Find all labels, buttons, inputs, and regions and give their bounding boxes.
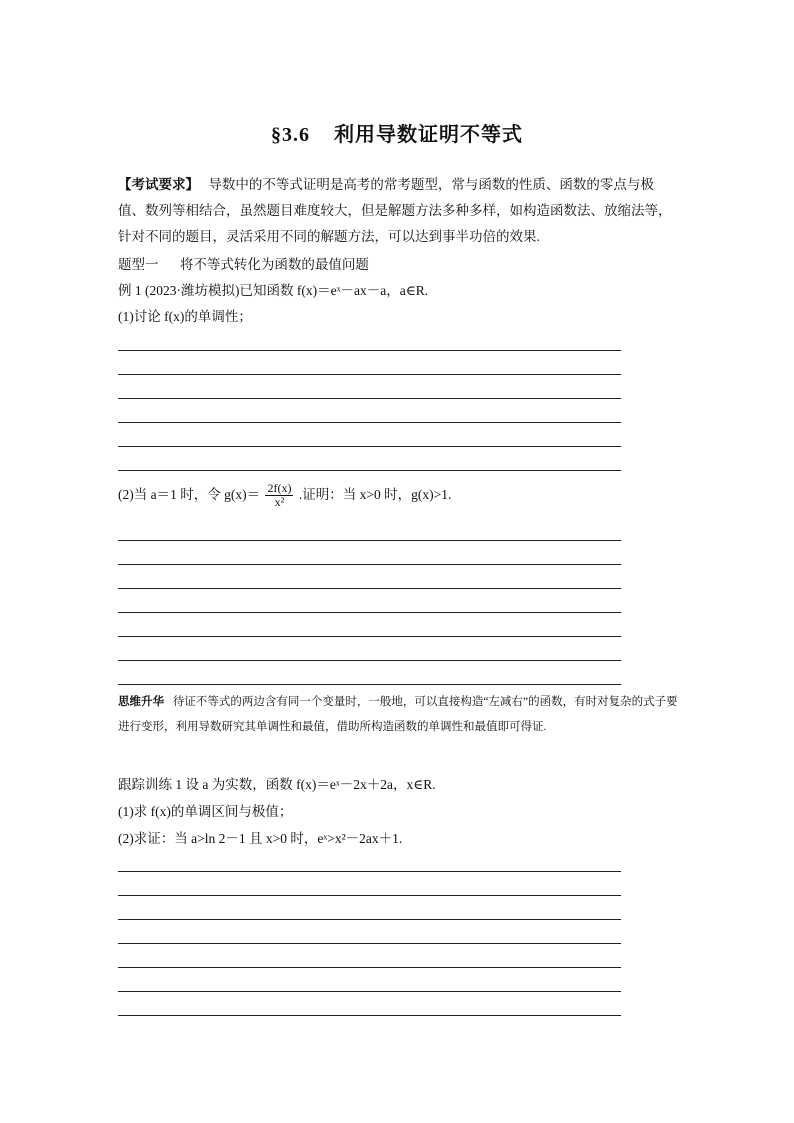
fraction-denominator: x² [274, 495, 285, 510]
answer-line [118, 613, 621, 637]
answer-line [118, 992, 621, 1016]
answer-line [118, 375, 621, 399]
answer-line [118, 661, 621, 685]
section-number: §3.6 [271, 124, 310, 146]
example-1-part-1: (1)讨论 f(x)的单调性； [118, 309, 252, 324]
section-title: 利用导数证明不等式 [334, 124, 523, 146]
answer-line [118, 896, 621, 920]
answer-line [118, 637, 621, 661]
exam-requirements [118, 172, 680, 250]
part2-prefix: (2)当 a＝1 时，令 g(x)＝ [118, 487, 261, 502]
fraction [265, 482, 293, 509]
answer-line [118, 589, 621, 613]
answer-line [118, 517, 621, 541]
requirements-text: 导数中的不等式证明是高考的常考题型，常与函数的性质、函数的零点与极值、数列等相结合，虽然题目难度较大，但是解题方法多种多样，如构造函数法、放缩法等，针对不同的题目，灵活采用不同的解题方法，可以达到事半功倍的效果. [118, 177, 672, 244]
answer-line [118, 423, 621, 447]
question-type-1 [118, 252, 680, 278]
answer-line [118, 944, 621, 968]
practice-1-part-1: (1)求 f(x)的单调区间与极值； [118, 804, 293, 819]
practice-1-intro: 跟踪训练 1 设 a 为实数，函数 f(x)＝eˣ－2x＋2a，x∈R. [118, 777, 436, 792]
answer-line [118, 351, 621, 375]
answer-line [118, 447, 621, 471]
answer-line [118, 327, 621, 351]
example-1-part-2 [118, 482, 680, 509]
answer-lines-1 [118, 327, 621, 471]
thinking-text: 待证不等式的两边含有同一个变量时，一般地，可以直接构造“左减右”的函数，有时对复杂的式子要进行变形，利用导数研究其单调性和最值，借助所构造函数的单调性和最值即可得证. [118, 696, 678, 733]
answer-line [118, 968, 621, 992]
thinking-summary [118, 690, 680, 740]
answer-line [118, 848, 621, 872]
type-text: 将不等式转化为函数的最值问题 [179, 257, 369, 272]
thinking-label: 思维升华 [118, 696, 164, 708]
practice-1-part-2: (2)求证：当 a>ln 2－1 且 x>0 时，eˣ>x²－2ax＋1. [118, 831, 403, 846]
answer-line [118, 920, 621, 944]
answer-line [118, 872, 621, 896]
requirements-label: 【考试要求】 [118, 177, 199, 192]
answer-lines-2 [118, 517, 621, 685]
example-1-intro: 例 1 (2023·潍坊模拟)已知函数 f(x)＝eˣ－ax－a，a∈R. [118, 283, 429, 298]
type-label: 题型一 [118, 257, 159, 272]
answer-line [118, 565, 621, 589]
answer-line [118, 541, 621, 565]
fraction-numerator: 2f(x) [267, 481, 292, 496]
answer-line [118, 399, 621, 423]
answer-lines-3 [118, 848, 621, 1016]
part2-suffix: .证明：当 x>0 时，g(x)>1. [298, 487, 452, 502]
page-title [0, 118, 794, 147]
